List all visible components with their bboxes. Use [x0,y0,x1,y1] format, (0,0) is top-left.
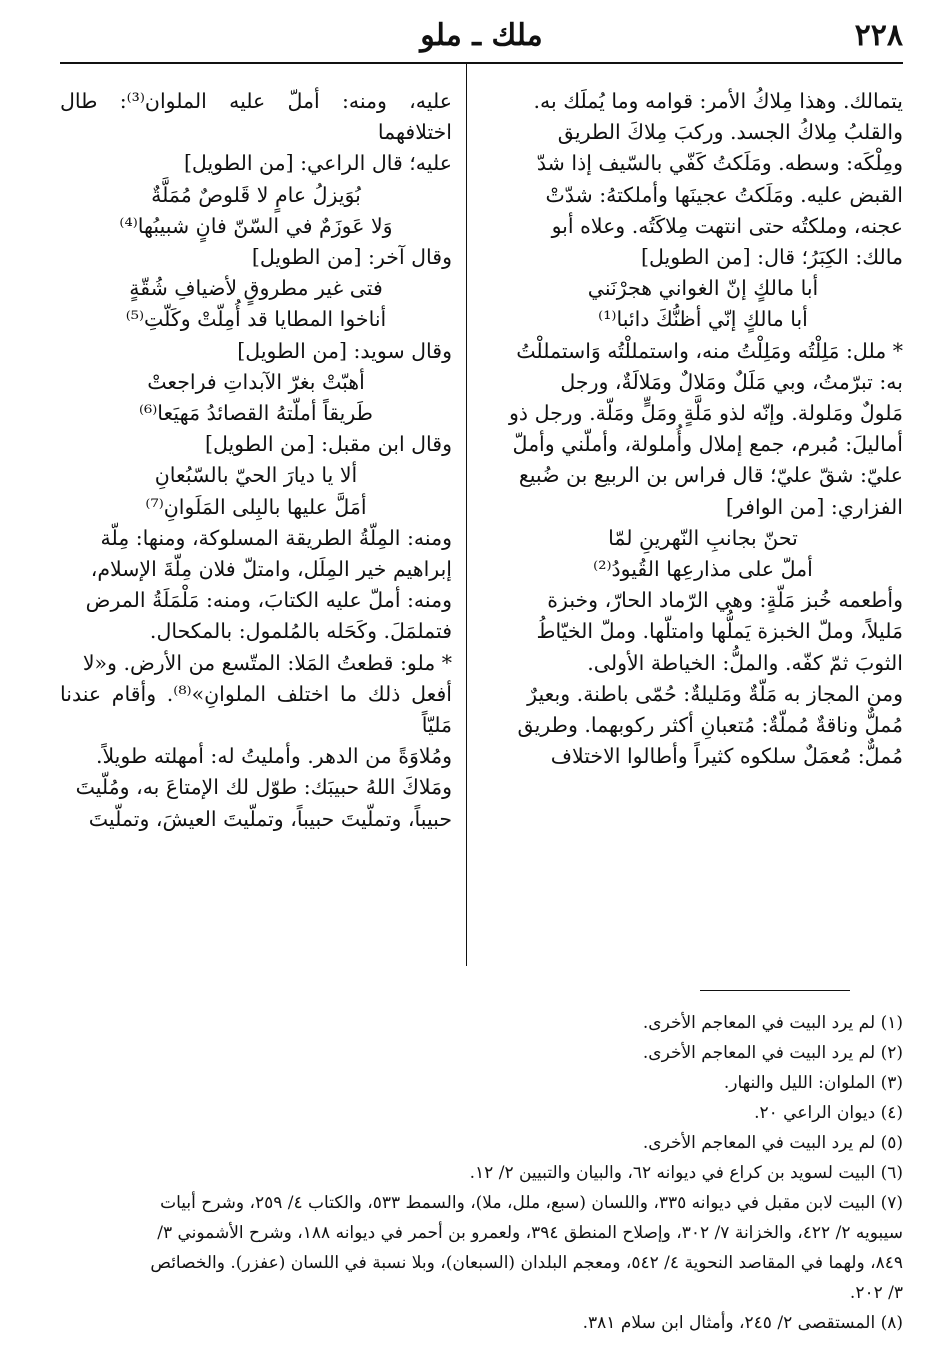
entry-heading-line: * ملو: قطعتُ المَلا: المتّسع من الأرض. و«لا [82,650,452,675]
verse-intro: وقال سويد: [من الطويل] [237,338,452,363]
text-line: عجنه، وملكتُه حتى انتهت مِلاكَتُه. وعلاه أبو [551,213,903,238]
text-line: ومِلْكَه: وسطه. ومَلَكتُ كَفّي بالسّيف إذا شدّ [536,151,903,176]
header-rule [60,62,903,64]
footnote: (٦) البيت لسويد بن كراع في ديوانه ٦٢، والبيان والتبيين ٢/ ١٢. [469,1163,903,1183]
text-line: الثوبَ ثمّ كفّه. والملُّ: الخياطة الأولى. [587,650,903,675]
verse-line: ألا يا ديارَ الحيّ بالسّبُعانِ [154,463,358,488]
verse-line: بُوَيزلُ عامٍ لا قَلوصٌ مُمَلَّةٌ [151,182,361,207]
text-line: القبض عليه. ومَلَكتُ عجينَها وأملكتهُ: شدّتْ [545,182,903,207]
text-line: مُملٌّ: مُعمَلٌ سلكوه كثيراً وأطالوا الاختلاف [550,744,903,769]
footnote: (١) لم يرد البيت في المعاجم الأخرى. [642,1013,903,1033]
footnote-continuation: سيبويه ٢/ ٤٢٢، والخزانة ٧/ ٣٠٢، وإصلاح المنطق ٣٩٤، ولعمرو بن أحمر في ديوانه ١٨٨، وشرح الأشموني ٣/ [157,1223,903,1243]
verse-line: أهبّتْ بغرّ الآبداتِ فراجعتْ [147,369,365,394]
verse-intro: مالك: الكِبَرُ؛ قال: [من الطويل] [640,245,903,270]
text-line: وأطعمه خُبز مَلّةٍ: وهي الرّماد الحارّ، وخبزة [547,588,903,613]
column-divider [466,64,467,966]
text-line: ومُلاوَةً من الدهر. وأمليتُ له: أمهلته طويلاً. [95,744,452,769]
text-line: مَليلاً، وملّ الخبزة يَملُّها وامتلّها. وملّ الخيّاطُ [536,619,903,644]
verse-line: وَلا عَوزَمٌ في السّنّ فانٍ شبيبُها⁽⁴⁾ [119,213,393,238]
text-line: عليّ: شقّ عليّ؛ قال فراس بن الربيع بن ضُبيع [518,463,903,488]
left-column [60,86,452,835]
verse-intro: وقال ابن مقبل: [من الطويل] [204,432,452,457]
verse-intro: وقال آخر: [من الطويل] [251,245,452,270]
verse-line: أملّ على مذارعِها القُيودُ⁽²⁾ [593,557,813,582]
text-line: يتمالك. وهذا مِلاكُ الأمر: قوامه وما يُملَك به. [533,89,903,113]
verse-line: أبا مالكٍ إنّ الغواني هجرْنَني [587,276,819,301]
footnote-continuation: ٣/ ٢٠٢. [849,1283,903,1303]
footnotes [60,1008,903,1338]
text-line: فتملمَلَ. وكَحَله بالمُلمول: بالمكحال. [149,619,452,644]
verse-line: أناخوا المطايا قد أُمِلّتْ وكَلّتِ⁽⁵⁾ [125,307,387,332]
verse-line: تحنّ بجانبِ النّهرينِ لمّا [608,525,798,550]
footnote: (٤) ديوان الراعي ٢٠. [754,1103,903,1123]
footnote: (٥) لم يرد البيت في المعاجم الأخرى. [642,1133,903,1153]
footnote: (٢) لم يرد البيت في المعاجم الأخرى. [642,1043,903,1063]
text-line: أماليلَ: مُبرم، جمع إملال وأُملولة، وأملّني وأملّ [512,432,903,457]
page-number: ٢٢٨ [854,18,903,53]
footnote: (٣) الملوان: الليل والنهار. [723,1073,903,1093]
verse-line: فتى غير مطروقٍ لأضيافِ شُقّةٍ [129,276,383,301]
text-line: ومَلاكَ اللهُ حبيبَك: طوّل لك الإمتاعَ به، ومُلّيتَ [75,775,452,800]
text-line: حبيباً، وتملّيتَ حبيباً، وتملّيتَ العيشَ، وتملّيتَ [88,806,452,831]
text-line: مَلولٌ ومَلولة. وإنّه لذو مَلَّةٍ ومَلٍّ ومَلّة. ورجل ذو [509,401,903,426]
running-head: ملك ـ ملو [420,18,543,53]
text-line: ومنه: أملّ عليه الكتابَ، ومنه: مَلْمَلَةُ المرض [85,588,452,613]
verse-line: طَريقاً أملّتهُ القصائدُ مَهيَعا⁽⁶⁾ [139,401,373,426]
text-line: إبراهيم خير المِلَل، وامتلّ فلان مِلّةَ الإسلام، [90,557,452,582]
right-column [503,86,903,772]
entry-heading-line: * ملل: مَلِلْتُه ومَلِلْتُ منه، واستمللْتُه وَاستمللْتُ [516,338,903,363]
verse-intro: عليه؛ قال الراعي: [من الطويل] [183,151,452,176]
text-line: عليه، ومنه: أملّ عليه الملوان⁽³⁾: طال اختلافهما [60,89,452,145]
footnote-rule [700,990,850,991]
text-line: أفعل ذلك ما اختلف الملوانِ»⁽⁸⁾. وأقام عندنا مَليّاً [60,681,452,738]
footnote: (٧) البيت لابن مقبل في ديوانه ٣٣٥، واللسان (سبع، ملل، ملا)، والسمط ٥٣٣، والكتاب ٤/ ٢٥٩، وشرح أبيات [160,1193,903,1213]
text-line: به: تبرّمتُ، وبي مَلَلٌ ومَلالٌ ومَلالَةٌ، ورجل [560,369,903,394]
verse-line: أمَلَّ عليها بالبِلى المَلَوانِ⁽⁷⁾ [145,494,367,519]
page-header [60,18,903,58]
verse-line: أبا مالكٍ إنّي أظنُّكَ دائبا⁽¹⁾ [598,307,808,332]
text-line: ومن المجاز به مَلّةٌ ومَليلةٌ: حُمّى باطنة. وبعيرٌ [527,681,903,706]
footnote: (٨) المستقصى ٢/ ٢٤٥، وأمثال ابن سلام ٣٨١. [582,1313,903,1333]
text-line: والقلبُ مِلاكُ الجسد. وركبَ مِلاكَ الطريق [557,120,903,145]
footnote-continuation: ٨٤٩، ولهما في المقاصد النحوية ٤/ ٥٤٢، ومعجم البلدان (السبعان)، وبلا نسبة في اللسان (عفزر). والخصائص [150,1253,903,1273]
text-line: مُملٌّ وناقةٌ مُملّةٌ: مُتعبانِ أكثر ركوبهما. وطريق [517,713,903,738]
text-line: ومنه: المِلّةُ الطريقة المسلوكة، ومنها: مِلّة [100,525,452,550]
verse-intro: الفزاري: [من الوافر] [725,494,903,519]
